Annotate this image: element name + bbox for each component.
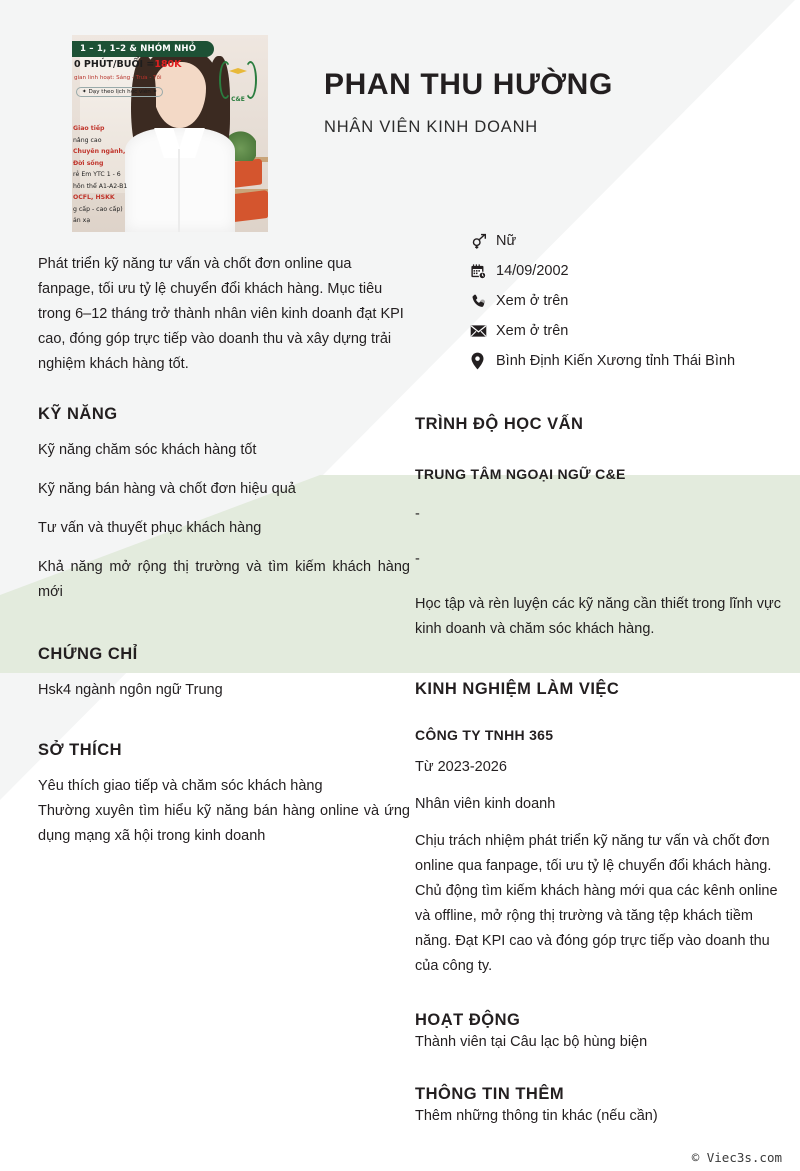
contact-value-address: Bình Định Kiến Xương tỉnh Thái Bình	[496, 353, 736, 369]
contact-row-phone[interactable]	[470, 291, 790, 311]
section-certificates	[38, 645, 410, 703]
gender-icon	[470, 231, 496, 251]
education-line-2: -	[415, 551, 420, 567]
footer-watermark: © Viec3s.com	[691, 1150, 782, 1165]
contact-value-phone: Xem ở trên	[496, 293, 569, 309]
experience-role: Nhân viên kinh doanh	[415, 796, 556, 812]
phone-icon	[470, 291, 496, 311]
right-column	[415, 415, 787, 1129]
experience-company: CÔNG TY TNHH 365	[415, 727, 554, 743]
section-hobbies	[38, 741, 410, 849]
section-experience	[415, 680, 787, 979]
skill-item: Kỹ năng chăm sóc khách hàng tốt	[38, 442, 257, 458]
section-activities	[415, 1011, 787, 1055]
photo-badge-top: 1 – 1, 1–2 & NHÓM NHỎ	[72, 41, 214, 57]
education-description: Học tập và rèn luyện các kỹ năng cần thiết trong lĩnh vực kinh doanh và chăm sóc khách hàng.	[415, 596, 781, 637]
photo-badge-time: gian linh hoạt: Sáng - Trưa - Tối	[74, 75, 162, 81]
contact-value-gender: Nữ	[496, 233, 517, 249]
email-icon	[470, 321, 496, 341]
experience-description: Chịu trách nhiệm phát triển kỹ năng tư vấn và chốt đơn online qua fanpage, tối ưu tỷ lệ chuyển đổi khách hàng. Chủ động tìm kiếm khách hàng mới qua các kênh online và offline, mở rộng thị trường và tăng tệp khách tiềm năng. Đạt KPI cao và đóng góp trực tiếp vào doanh thu của công ty.	[415, 833, 778, 974]
section-heading-experience: KINH NGHIỆM LÀM VIỆC	[415, 680, 620, 698]
photo-course-item: Chuyên ngành,	[73, 148, 126, 155]
photo-course-item: Đời sống	[73, 159, 104, 167]
contact-value-birthdate: 14/09/2002	[496, 263, 569, 279]
photo-badge-price	[74, 59, 182, 70]
activity-item: Thành viên tại Câu lạc bộ hùng biện	[415, 1034, 648, 1050]
contact-row-birthdate	[470, 261, 790, 281]
profile-photo	[72, 35, 268, 232]
skill-item: Kỹ năng bán hàng và chốt đơn hiệu quả	[38, 481, 296, 497]
contact-list	[470, 231, 790, 381]
certificate-item: Hsk4 ngành ngôn ngữ Trung	[38, 682, 223, 698]
left-column	[38, 252, 410, 849]
photo-course-item: nâng cao	[73, 136, 102, 144]
photo-seal-text: C&E	[231, 96, 245, 103]
photo-price-prefix: 0 PHÚT/BUỔI =	[74, 59, 155, 70]
section-heading-hobbies: SỞ THÍCH	[38, 741, 123, 759]
section-heading-certificates: CHỨNG CHỈ	[38, 645, 138, 663]
hobby-item: Yêu thích giao tiếp và chăm sóc khách hàng	[38, 778, 323, 794]
cv-header	[0, 0, 800, 232]
photo-course-item: Giao tiếp	[73, 125, 105, 132]
section-education	[415, 415, 787, 642]
photo-course-item: OCFL, HSKK	[73, 194, 115, 201]
photo-course-item: g cấp - cao cấp)	[73, 205, 123, 213]
page-title: PHAN THU HƯỜNG	[324, 68, 613, 101]
hobby-item: Thường xuyên tìm hiểu kỹ năng bán hàng online và ứng dụng mạng xã hội trong kinh doanh	[38, 803, 410, 844]
contact-value-email: Xem ở trên	[496, 323, 569, 339]
photo-price-value: 180K	[154, 59, 182, 70]
section-skills	[38, 405, 410, 605]
photo-course-item: ản xạ	[73, 217, 91, 224]
section-heading-activities: HOẠT ĐỘNG	[415, 1011, 521, 1029]
section-heading-education: TRÌNH ĐỘ HỌC VẤN	[415, 415, 584, 433]
photo-badge-schedule: ✦ Dạy theo lịch học viên ✦	[76, 87, 163, 97]
photo-course-item: rẻ Em YTC 1 - 6	[73, 171, 121, 178]
skill-item: Khả năng mở rộng thị trường và tìm kiếm khách hàng mới	[38, 559, 410, 600]
education-school: TRUNG TÂM NGOẠI NGỮ C&E	[415, 466, 626, 482]
calendar-icon	[470, 261, 496, 281]
section-heading-more-info: THÔNG TIN THÊM	[415, 1085, 565, 1103]
job-title: NHÂN VIÊN KINH DOANH	[324, 118, 539, 136]
photo-laurel-seal-icon	[218, 59, 258, 103]
profile-summary: Phát triển kỹ năng tư vấn và chốt đơn online qua fanpage, tối ưu tỷ lệ chuyển đổi khách hàng. Mục tiêu trong 6–12 tháng trở thành nhân viên kinh doanh đạt KPI cao, đóng góp trực tiếp vào doanh thu và xây dựng trải nghiệm khách hàng tốt.	[38, 256, 404, 372]
section-more-info	[415, 1085, 787, 1129]
contact-row-email[interactable]	[470, 321, 790, 341]
section-heading-skills: KỸ NĂNG	[38, 405, 118, 423]
location-pin-icon	[470, 351, 496, 371]
skill-item: Tư vấn và thuyết phục khách hàng	[38, 520, 262, 536]
contact-row-address	[470, 351, 790, 371]
more-info-item: Thêm những thông tin khác (nếu cần)	[415, 1108, 658, 1124]
contact-row-gender	[470, 231, 790, 251]
experience-period: Từ 2023-2026	[415, 759, 507, 775]
photo-course-item: hôn thể A1-A2-B1	[73, 182, 128, 190]
education-line-1: -	[415, 506, 420, 522]
photo-course-list	[73, 123, 195, 227]
